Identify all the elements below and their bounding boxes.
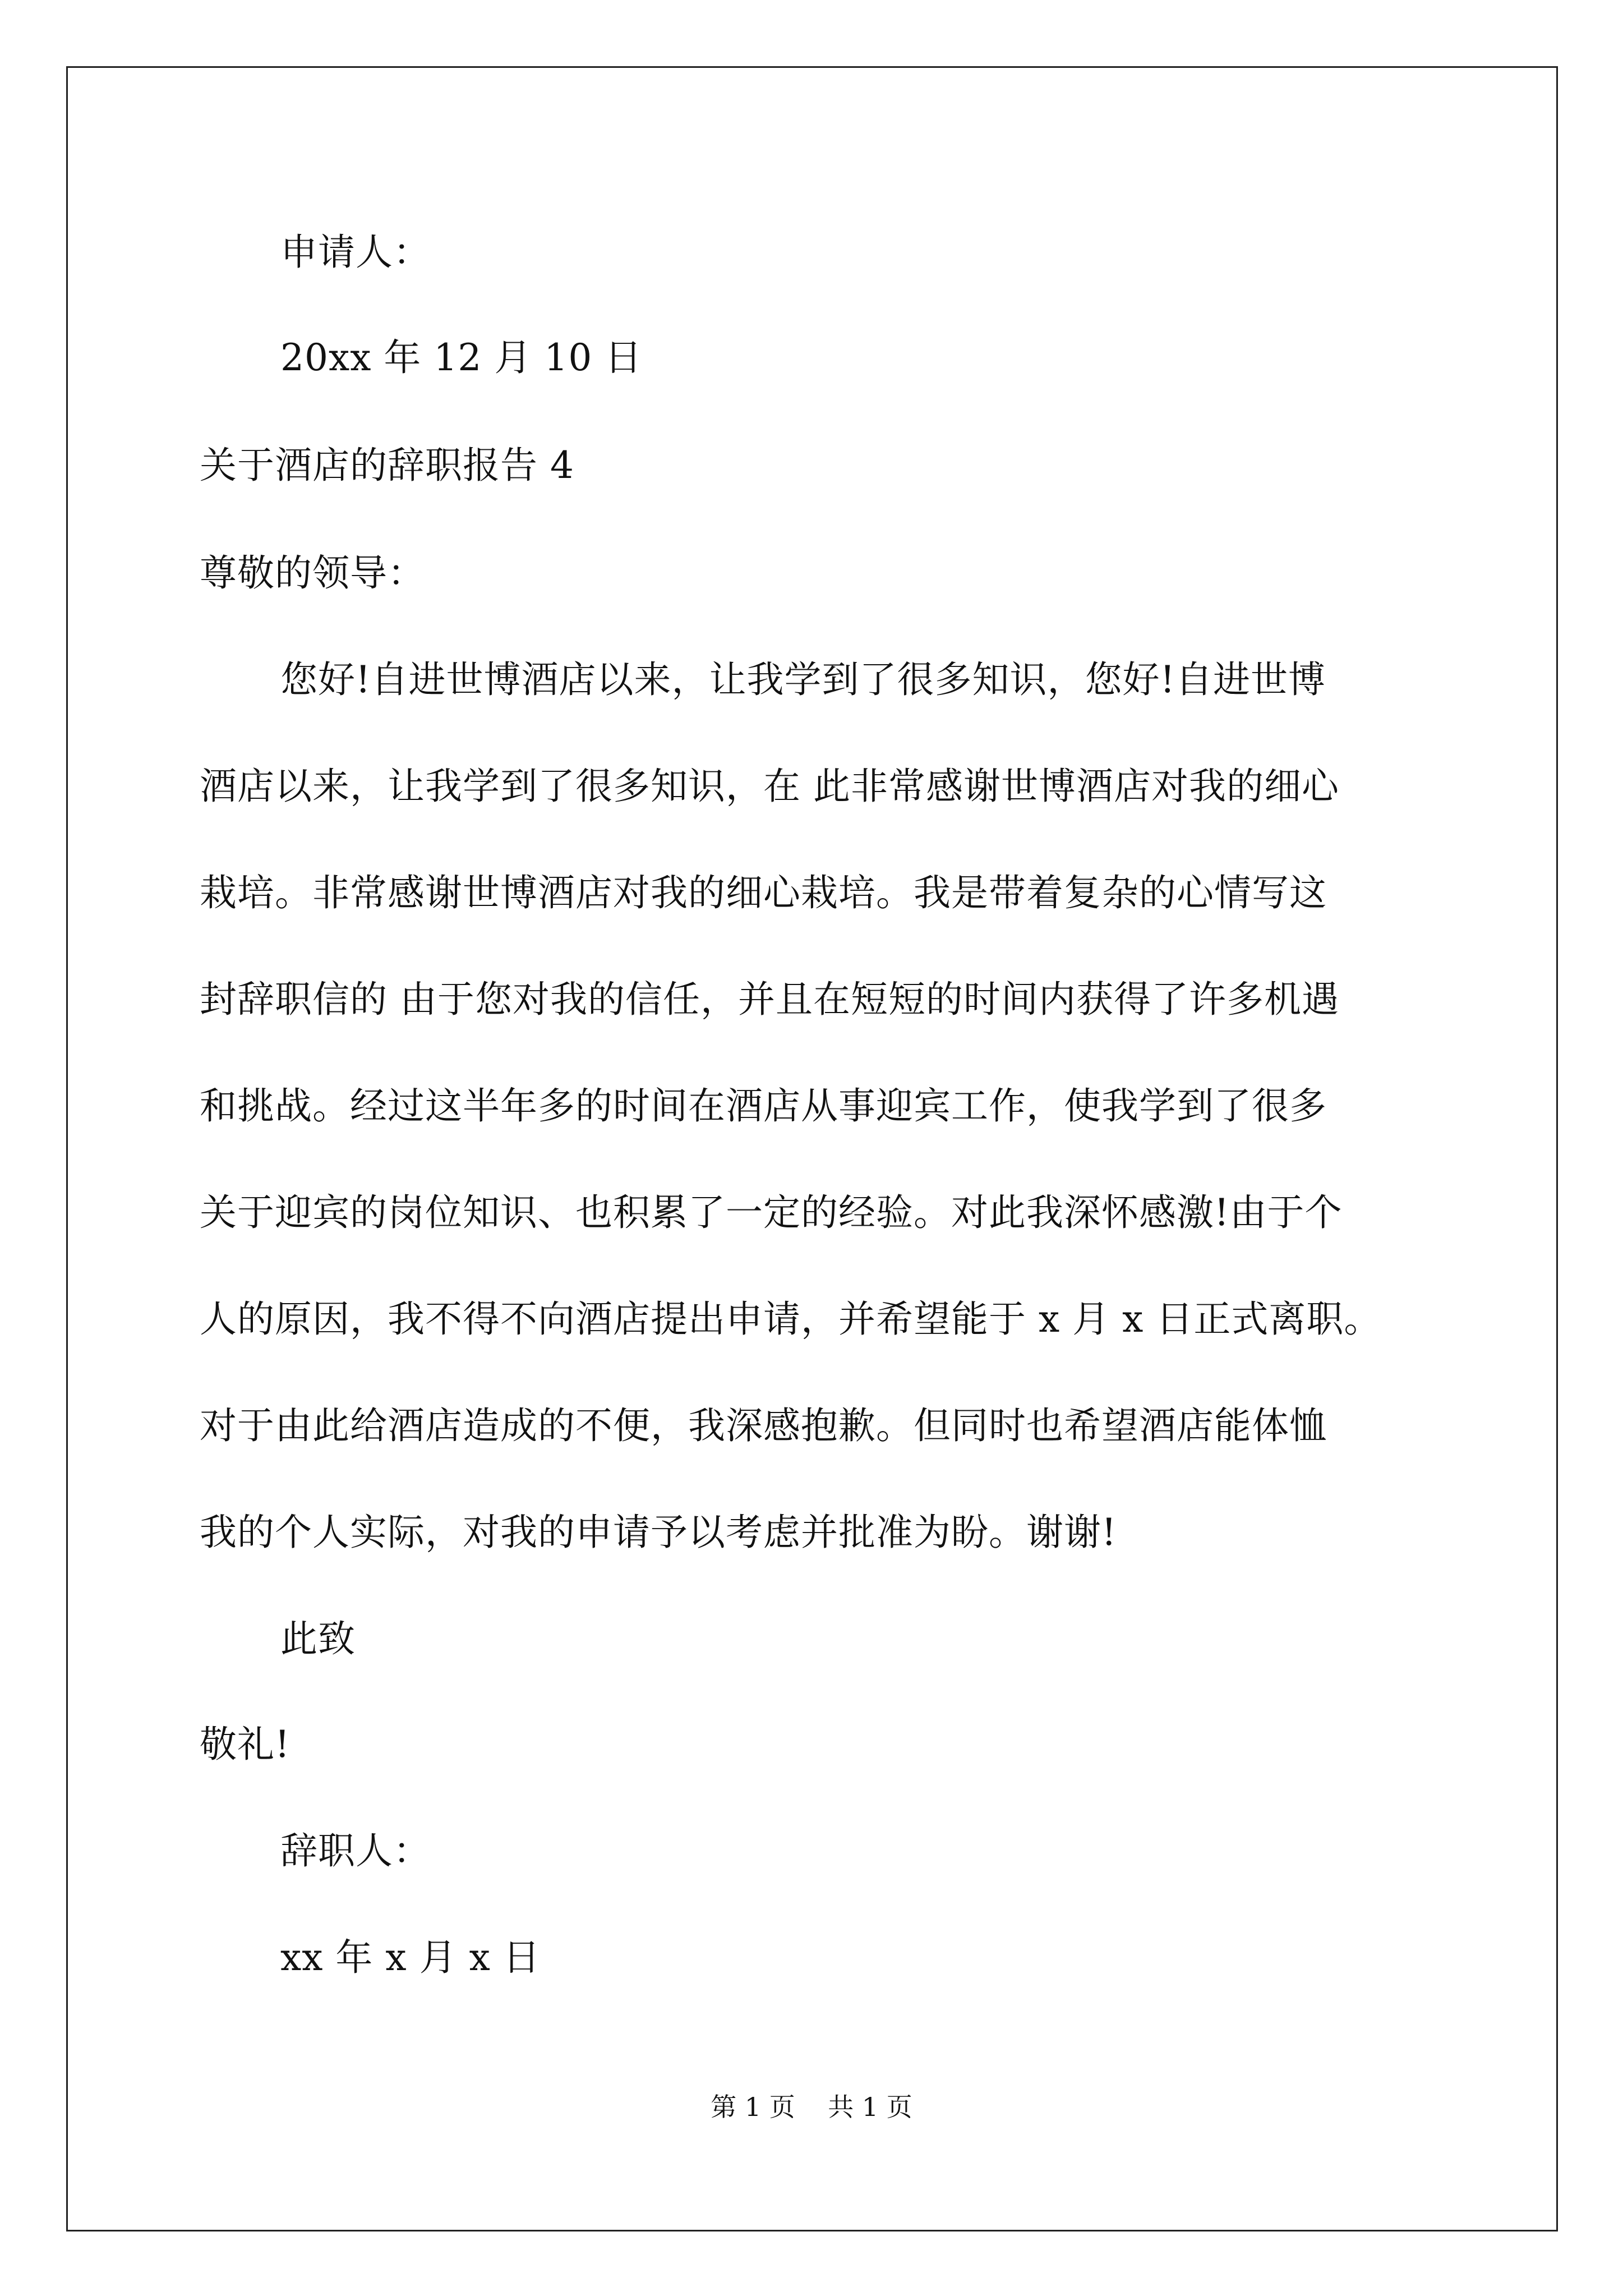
body-line: 栽培。非常感谢世博酒店对我的细心栽培。我是带着复杂的心情写这 — [200, 871, 1327, 914]
resigner-label: 辞职人： — [280, 1829, 431, 1872]
resign-date: xx 年 x 月 x 日 — [280, 1936, 541, 1979]
body-line: 关于迎宾的岗位知识、也积累了一定的经验。对此我深怀感激!由于个 — [200, 1191, 1343, 1234]
body-line: 我的个人实际，对我的申请予以考虑并批准为盼。谢谢! — [200, 1511, 1117, 1554]
body-line: 和挑战。经过这半年多的时间在酒店从事迎宾工作，使我学到了很多 — [200, 1084, 1327, 1128]
body-line: 您好!自进世博酒店以来，让我学到了很多知识，您好!自进世博 — [280, 658, 1326, 701]
letter-title: 关于酒店的辞职报告 4 — [200, 444, 574, 487]
salutation: 尊敬的领导： — [200, 551, 425, 595]
applicant-label: 申请人： — [280, 231, 431, 274]
page-border — [66, 66, 1558, 2231]
closing-regards: 此致 — [280, 1617, 356, 1660]
application-date: 20xx 年 12 月 10 日 — [280, 336, 643, 379]
body-line: 人的原因，我不得不向酒店提出申请，并希望能于 x 月 x 日正式离职。 — [200, 1297, 1382, 1341]
page-number-footer: 第 1 页 共 1 页 — [711, 2092, 912, 2122]
body-line: 封辞职信的 由于您对我的信任，并且在短短的时间内获得了许多机遇 — [200, 978, 1339, 1021]
body-line: 酒店以来，让我学到了很多知识，在 此非常感谢世博酒店对我的细心 — [200, 765, 1339, 808]
closing-salute: 敬礼! — [200, 1723, 291, 1766]
body-line: 对于由此给酒店造成的不便，我深感抱歉。但同时也希望酒店能体恤 — [200, 1404, 1327, 1447]
